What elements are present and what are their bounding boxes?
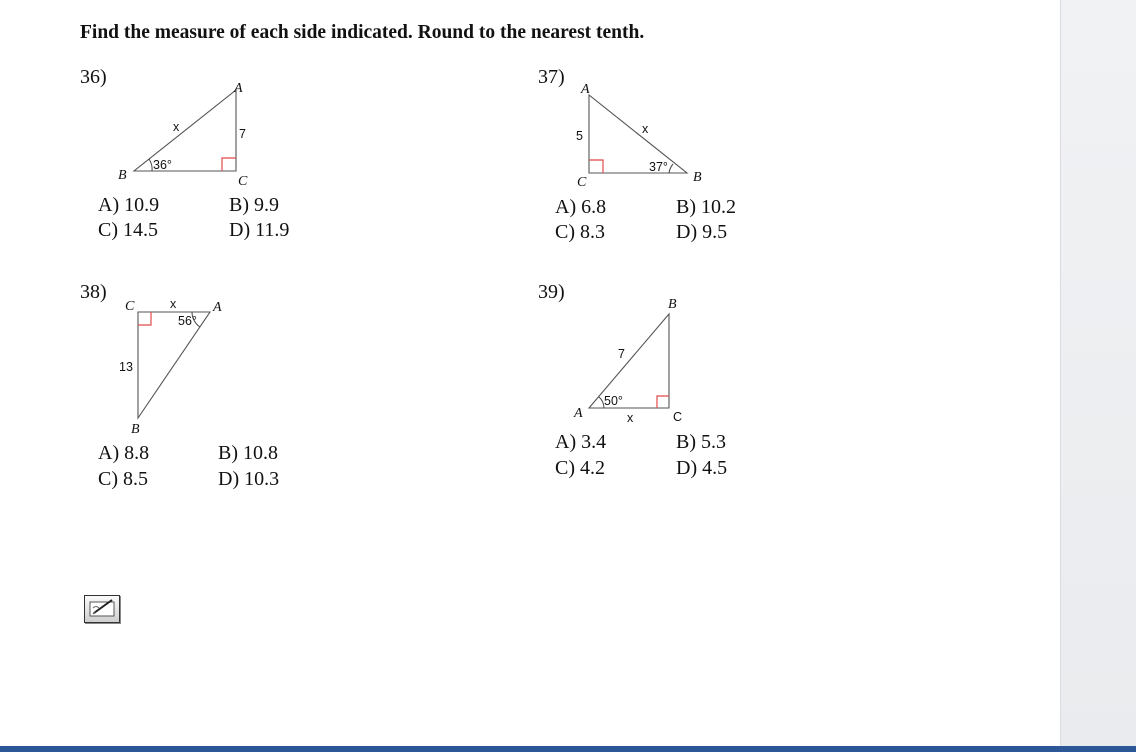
- problem-39-choice-b: B) 5.3: [676, 431, 726, 453]
- problem-37-choice-c: C) 8.3: [555, 221, 605, 243]
- status-bar: [0, 746, 1136, 752]
- problem-39-choice-d: D) 4.5: [676, 457, 728, 479]
- angle-label-39: 50°: [604, 394, 623, 408]
- right-angle-mark-37: [589, 160, 603, 173]
- problem-38-choice-b: B) 10.8: [218, 442, 278, 464]
- problem-37-choice-d: D) 9.5: [676, 221, 728, 243]
- problem-39-triangle: [565, 296, 705, 436]
- angle-label-37: 37°: [649, 160, 668, 174]
- problem-37-choice-b: B) 10.2: [676, 196, 736, 218]
- right-angle-mark-38: [138, 312, 151, 325]
- problem-39-number: 39): [538, 281, 565, 303]
- problem-39-choice-a: A) 3.4: [555, 431, 607, 453]
- problem-38-choice-d: D) 10.3: [218, 468, 280, 490]
- vertex-b-38: B: [131, 422, 140, 437]
- side-5-37: 5: [576, 129, 583, 143]
- edit-button[interactable]: [84, 595, 120, 623]
- vertex-c-38: C: [125, 299, 135, 314]
- vertex-a-37: A: [581, 82, 590, 97]
- vertex-b-37: B: [693, 170, 702, 185]
- problem-38-choice-a: A) 8.8: [98, 442, 150, 464]
- side-x-36: x: [173, 120, 180, 134]
- problem-37-number: 37): [538, 66, 565, 88]
- vertex-c-39: C: [673, 410, 683, 424]
- vertex-c-37: C: [577, 175, 587, 190]
- edit-pencil-icon: [85, 596, 119, 622]
- right-scroll-panel[interactable]: [1060, 0, 1136, 746]
- vertex-a-38: A: [213, 300, 222, 315]
- angle-arc-36: [149, 159, 152, 171]
- problem-39-choice-c: C) 4.2: [555, 457, 605, 479]
- problem-36-choice-d: D) 11.9: [229, 219, 290, 241]
- vertex-a-36: A: [234, 81, 243, 96]
- side-7-36: 7: [239, 127, 246, 141]
- side-7-39: 7: [618, 347, 625, 361]
- instructions-heading: Find the measure of each side indicated. Round to the nearest tenth.: [80, 22, 645, 43]
- problem-38-choice-c: C) 8.5: [98, 468, 148, 490]
- problem-36-choice-b: B) 9.9: [229, 194, 279, 216]
- problem-38-triangle: [110, 296, 250, 436]
- right-angle-mark-39: [657, 396, 669, 408]
- angle-label-36: 36°: [153, 158, 172, 172]
- problem-36-number: 36): [80, 66, 107, 88]
- triangle-38-shape: [138, 312, 210, 418]
- problem-36-choice-a: A) 10.9: [98, 194, 160, 216]
- vertex-a-39: A: [574, 406, 583, 421]
- side-x-38: x: [170, 297, 177, 311]
- right-angle-mark-36: [222, 158, 236, 171]
- problem-38-number: 38): [80, 281, 107, 303]
- vertex-c-36: C: [238, 174, 248, 189]
- vertex-b-39: B: [668, 297, 677, 312]
- side-x-39: x: [627, 411, 634, 425]
- side-x-37: x: [642, 122, 649, 136]
- triangle-39-shape: [589, 314, 669, 408]
- problem-37-choice-a: A) 6.8: [555, 196, 607, 218]
- vertex-b-36: B: [118, 168, 127, 183]
- angle-arc-37: [669, 164, 673, 173]
- problem-36-choice-c: C) 14.5: [98, 219, 158, 241]
- problem-36-triangle: [110, 78, 260, 188]
- angle-label-38: 56°: [178, 314, 197, 328]
- problem-37-triangle: [565, 78, 715, 188]
- side-13-38: 13: [119, 360, 133, 374]
- triangle-37-shape: [589, 95, 687, 173]
